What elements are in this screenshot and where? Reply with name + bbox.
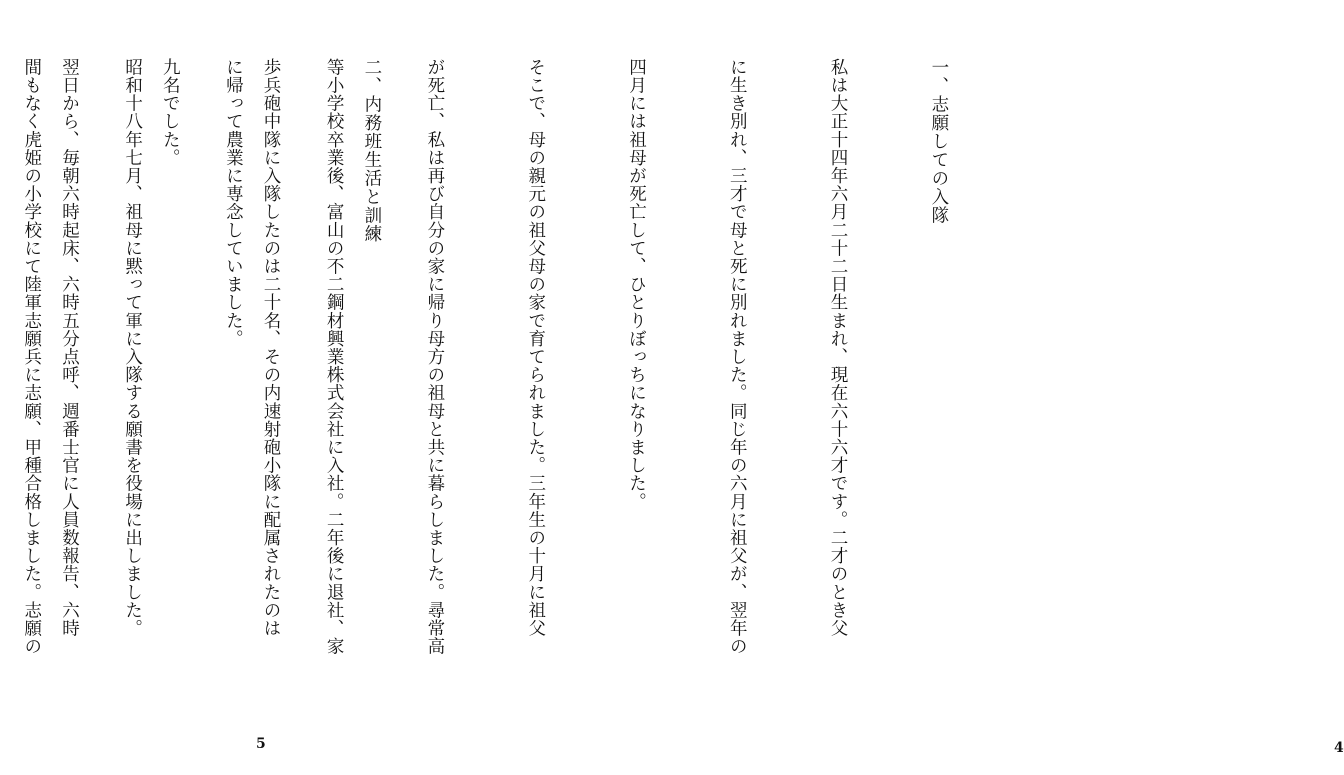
text-line: 九名でした。	[160, 58, 181, 167]
text-line: に生き別れ、三才で母と死に別れました。同じ年の六月に祖父が、翌年の	[727, 58, 748, 656]
page-number-right: 4	[1334, 740, 1344, 756]
section-heading-naimuhan: 二、内務班生活と訓練	[361, 58, 382, 243]
text-line: 私は大正十四年六月二十二日生まれ、現在六十六才です。二才のとき父	[828, 58, 849, 638]
text-line: 歩兵砲中隊に入隊したのは二十名、その内速射砲小隊に配属されたのは	[261, 58, 282, 638]
text-line: 等小学校卒業後、富山の不二鋼材興業株式会社に入社。二年後に退社、家	[324, 58, 345, 656]
text-line: に帰って農業に専念していました。	[223, 58, 244, 348]
section-heading-shigan: 一、志願しての入隊	[928, 58, 949, 225]
page-number-left: 5	[256, 736, 266, 752]
text-line: 昭和十八年七月、祖母に黙って軍に入隊する願書を役場に出しました。	[122, 58, 143, 638]
text-line: 間もなく虎姫の小学校にて陸軍志願兵に志願、甲種合格しました。志願の	[21, 58, 42, 656]
text-line: 翌日から、毎朝六時起床、六時五分点呼、週番士官に人員数報告、六時	[59, 58, 80, 638]
text-line: 四月には祖母が死亡して、ひとりぼっちになりました。	[626, 58, 647, 511]
text-line: そこで、母の親元の祖父母の家で育てられました。三年生の十月に祖父	[525, 58, 546, 638]
text-line: が死亡、私は再び自分の家に帰り母方の祖母と共に暮らしました。尋常高	[424, 58, 445, 656]
